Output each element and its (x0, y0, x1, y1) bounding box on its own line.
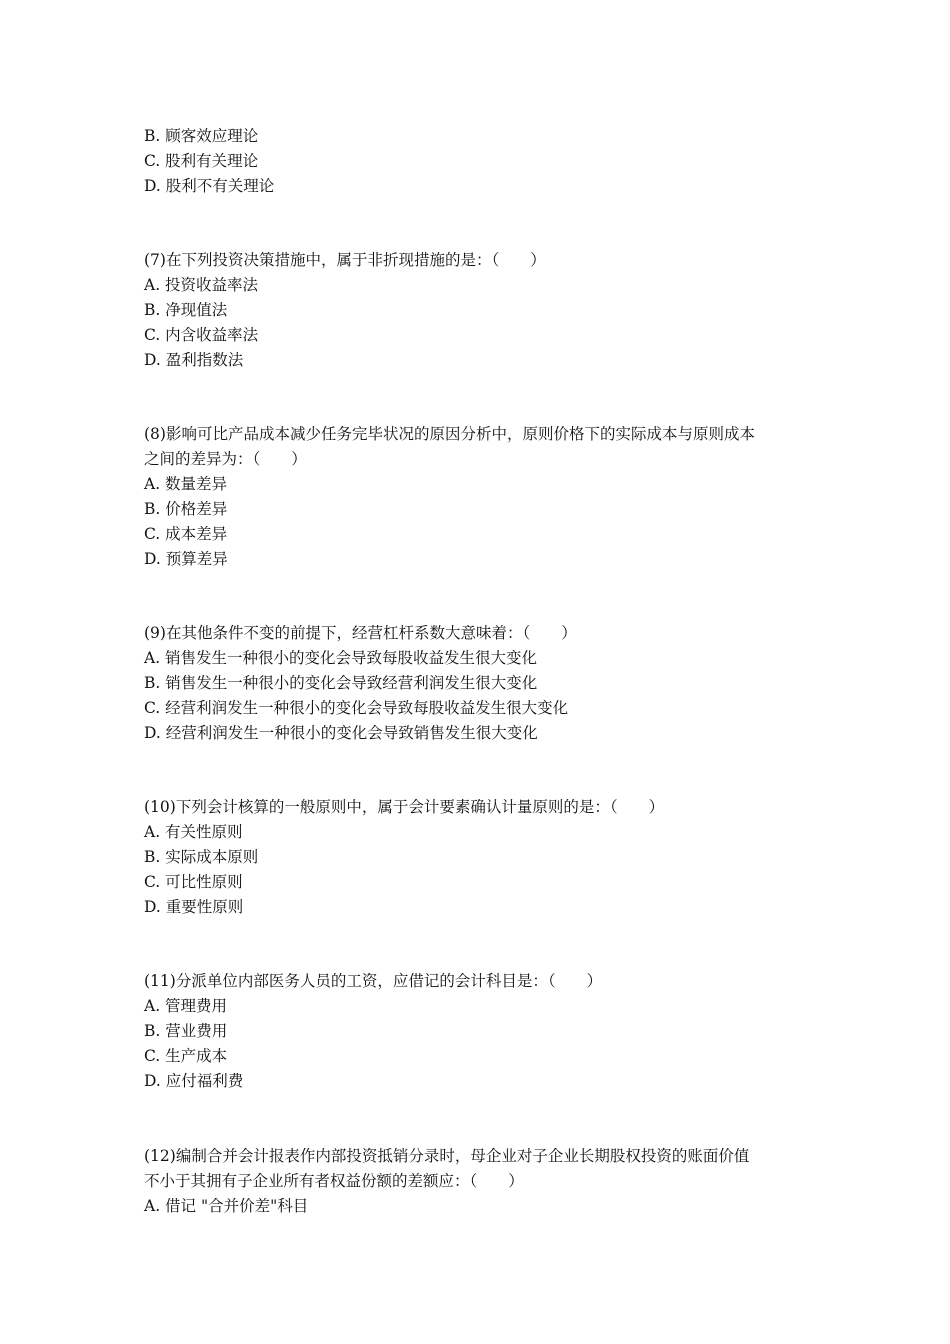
option-11c: C. 生产成本 (144, 1047, 228, 1065)
question-8: (8)影响可比产品成本减少任务完毕状况的原因分析中，原则价格下的实际成本与原则成本 (144, 425, 755, 443)
question-12-cont: 不小于其拥有子企业所有者权益份额的差额应：（ ） (144, 1172, 524, 1190)
option-11b: B. 营业费用 (144, 1022, 228, 1040)
option-8d: D. 预算差异 (144, 550, 228, 568)
question-8-cont: 之间的差异为：（ ） (144, 450, 307, 468)
option-8c: C. 成本差异 (144, 525, 228, 543)
option-8a: A. 数量差异 (144, 475, 228, 493)
question-11: (11)分派单位内部医务人员的工资，应借记的会计科目是：（ ） (144, 972, 603, 990)
question-10: (10)下列会计核算的一般原则中，属于会计要素确认计量原则的是：（ ） (144, 798, 665, 816)
option-7a: A. 投资收益率法 (144, 276, 259, 294)
option-6d: D. 股利不有关理论 (144, 177, 275, 195)
option-8b: B. 价格差异 (144, 500, 228, 518)
option-11d: D. 应付福利费 (144, 1072, 244, 1090)
option-7b: B. 净现值法 (144, 301, 228, 319)
option-10b: B. 实际成本原则 (144, 848, 259, 866)
option-7c: C. 内含收益率法 (144, 326, 259, 344)
option-9d: D. 经营利润发生一种很小的变化会导致销售发生很大变化 (144, 724, 538, 742)
option-6b: B. 顾客效应理论 (144, 127, 259, 145)
question-7: (7)在下列投资决策措施中，属于非折现措施的是：（ ） (144, 251, 546, 269)
option-9c: C. 经营利润发生一种很小的变化会导致每股收益发生很大变化 (144, 699, 569, 717)
option-12a: A. 借记 "合并价差"科目 (144, 1197, 309, 1215)
option-9a: A. 销售发生一种很小的变化会导致每股收益发生很大变化 (144, 649, 538, 667)
option-11a: A. 管理费用 (144, 997, 228, 1015)
question-12: (12)编制合并会计报表作内部投资抵销分录时，母企业对子企业长期股权投资的账面价值 (144, 1147, 750, 1165)
option-10d: D. 重要性原则 (144, 898, 244, 916)
option-9b: B. 销售发生一种很小的变化会导致经营利润发生很大变化 (144, 674, 538, 692)
option-6c: C. 股利有关理论 (144, 152, 259, 170)
option-10c: C. 可比性原则 (144, 873, 243, 891)
question-9: (9)在其他条件不变的前提下，经营杠杆系数大意味着：（ ） (144, 624, 577, 642)
option-10a: A. 有关性原则 (144, 823, 243, 841)
option-7d: D. 盈利指数法 (144, 351, 244, 369)
